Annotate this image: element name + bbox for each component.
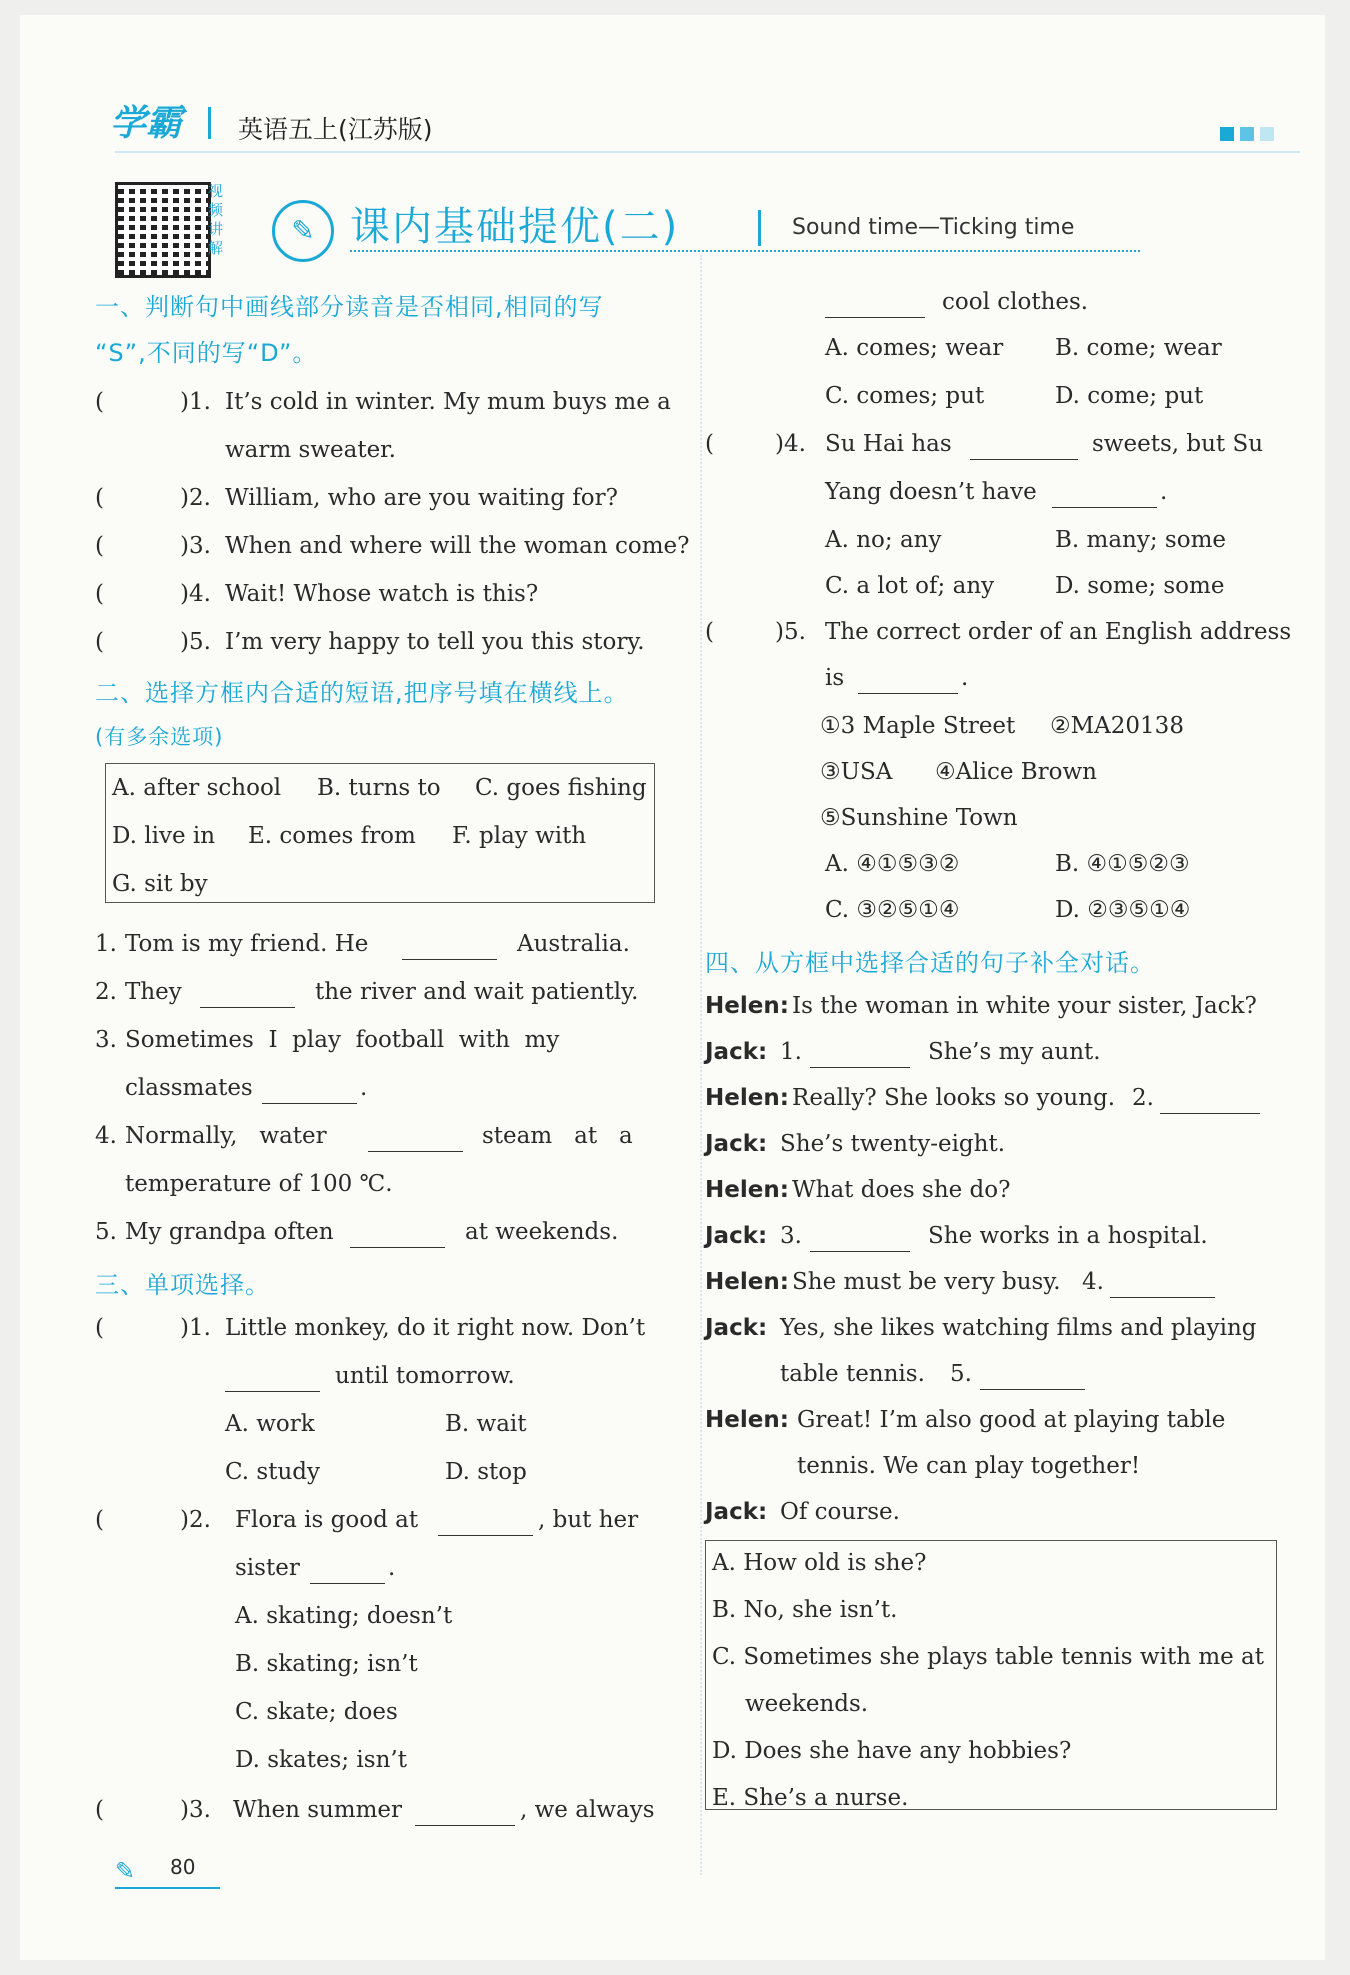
question-text: Little monkey, do it right now. Don’t (225, 1315, 646, 1341)
phrase-option: A. after school (112, 775, 282, 801)
answer-paren[interactable]: ( (95, 629, 104, 655)
answer-blank[interactable] (1110, 1275, 1215, 1298)
choice-option[interactable]: B. come; wear (1055, 335, 1222, 361)
answer-paren[interactable]: ( (95, 1315, 104, 1341)
question-text: Yang doesn’t have (825, 479, 1037, 505)
answer-paren[interactable]: ( (95, 389, 104, 415)
choice-option[interactable]: C. a lot of; any (825, 573, 995, 599)
answer-blank[interactable] (310, 1561, 385, 1584)
answer-blank[interactable] (262, 1081, 357, 1104)
speaker-label: Helen: (705, 1407, 789, 1433)
address-part: ②MA20138 (1050, 713, 1184, 739)
sentence-option: E. She’s a nurse. (712, 1785, 909, 1811)
choice-option[interactable]: D. some; some (1055, 573, 1225, 599)
question-number: 5. (95, 1219, 117, 1245)
answer-paren[interactable]: ( (95, 485, 104, 511)
header-rule (115, 151, 1300, 153)
blank-number: 1. (780, 1039, 802, 1065)
answer-blank[interactable] (415, 1803, 515, 1826)
question-text: My grandpa often (125, 1219, 334, 1245)
answer-blank[interactable] (402, 937, 497, 960)
answer-blank[interactable] (970, 437, 1078, 460)
answer-paren[interactable]: ( (705, 619, 714, 645)
answer-blank[interactable] (200, 985, 295, 1008)
book-title: 英语五上(江苏版) (238, 115, 433, 144)
pencil-note-icon: ✎ (272, 200, 334, 262)
phrase-option: B. turns to (317, 775, 441, 801)
question-number: 3. (95, 1027, 117, 1053)
question-number: 1. (95, 931, 117, 957)
address-part: ③USA (820, 759, 893, 785)
speaker-label: Jack: (705, 1315, 768, 1341)
qr-caption: 视频讲解 (208, 182, 224, 257)
phrase-option: E. comes from (248, 823, 416, 849)
question-text: the river and wait patiently. (315, 979, 639, 1005)
dialogue-line: Yes, she likes watching films and playing (780, 1315, 1257, 1341)
question-text: , we always (520, 1797, 655, 1823)
question-text: The correct order of an English address (825, 619, 1292, 645)
worksheet-page (20, 15, 1325, 1960)
dialogue-line: She must be very busy. (792, 1269, 1061, 1295)
question-text: warm sweater. (225, 437, 396, 463)
choice-option[interactable]: B. many; some (1055, 527, 1226, 553)
phrase-option: G. sit by (112, 871, 208, 897)
speaker-label: Helen: (705, 1177, 789, 1203)
speaker-label: Jack: (705, 1499, 768, 1525)
question-text: When and where will the woman come? (225, 533, 690, 559)
address-part: ①3 Maple Street (820, 713, 1016, 739)
answer-blank[interactable] (350, 1225, 445, 1248)
choice-option[interactable]: C. ③②⑤①④ (825, 897, 960, 923)
question-number: )5. (775, 619, 806, 645)
question-text: Normally, water (125, 1123, 327, 1149)
dialogue-line: table tennis. (780, 1361, 925, 1387)
choice-option[interactable]: B. wait (445, 1411, 527, 1437)
blank-number: 5. (950, 1361, 972, 1387)
part2-heading: 二、选择方框内合适的短语,把序号填在横线上。 (95, 679, 629, 707)
question-number: )5. (180, 629, 211, 655)
address-part: ⑤Sunshine Town (820, 805, 1018, 831)
choice-option[interactable]: D. ②③⑤①④ (1055, 897, 1191, 923)
question-text: cool clothes. (942, 289, 1089, 315)
question-number: )1. (180, 1315, 211, 1341)
sentence-option: C. Sometimes she plays table tennis with me at (712, 1644, 1264, 1670)
section-divider (758, 210, 761, 246)
question-text: It’s cold in winter. My mum buys me a (225, 389, 671, 415)
part1-heading-2: “S”,不同的写“D”。 (95, 339, 318, 367)
dialogue-line: She’s twenty-eight. (780, 1131, 1006, 1157)
answer-paren[interactable]: ( (95, 1797, 104, 1823)
question-number: 2. (95, 979, 117, 1005)
section-subtitle: Sound time—Ticking time (792, 215, 1075, 240)
header-square-icon (1220, 127, 1234, 141)
question-text: Sometimes I play football with my (125, 1027, 560, 1053)
dialogue-line: Is the woman in white your sister, Jack? (792, 993, 1257, 1019)
dialogue-line: What does she do? (792, 1177, 1011, 1203)
dialogue-line: tennis. We can play together! (797, 1453, 1141, 1479)
question-number: )3. (180, 1797, 211, 1823)
dialogue-line: Really? She looks so young. (792, 1085, 1116, 1111)
question-text: sister (235, 1555, 300, 1581)
question-text: They (125, 979, 182, 1005)
question-text: I’m very happy to tell you this story. (225, 629, 645, 655)
dialogue-line: She works in a hospital. (928, 1223, 1208, 1249)
qr-code[interactable] (115, 182, 211, 278)
answer-blank[interactable] (858, 671, 958, 694)
answer-blank[interactable] (225, 1369, 320, 1392)
part1-heading: 一、判断句中画线部分读音是否相同,相同的写 (95, 293, 604, 321)
question-number: )4. (180, 581, 211, 607)
choice-option[interactable]: C. comes; put (825, 383, 985, 409)
question-number: )2. (180, 1507, 211, 1533)
choice-option[interactable]: A. work (225, 1411, 315, 1437)
question-text: William, who are you waiting for? (225, 485, 618, 511)
question-number: )3. (180, 533, 211, 559)
sentence-option: B. No, she isn’t. (712, 1597, 898, 1623)
speaker-label: Helen: (705, 993, 789, 1019)
dialogue-line: Great! I’m also good at playing table (797, 1407, 1226, 1433)
page-number: 80 (170, 1855, 196, 1879)
sentence-option: A. How old is she? (712, 1550, 927, 1576)
choice-option[interactable]: A. skating; doesn’t (235, 1603, 453, 1629)
header-square-icon (1240, 127, 1254, 141)
answer-blank[interactable] (368, 1129, 463, 1152)
question-text: . (388, 1555, 396, 1581)
answer-blank[interactable] (810, 1229, 910, 1252)
speaker-label: Helen: (705, 1085, 789, 1111)
blank-number: 4. (1082, 1269, 1104, 1295)
part2-note: (有多余选项) (95, 725, 224, 749)
answer-paren[interactable]: ( (95, 1507, 104, 1533)
question-text: Australia. (517, 931, 630, 957)
question-text: . (360, 1075, 368, 1101)
part4-heading: 四、从方框中选择合适的句子补全对话。 (705, 949, 1155, 977)
question-text: Wait! Whose watch is this? (225, 581, 539, 607)
answer-blank[interactable] (1052, 485, 1157, 508)
phrase-option: F. play with (452, 823, 587, 849)
question-text: Flora is good at (235, 1507, 419, 1533)
speaker-label: Jack: (705, 1131, 768, 1157)
answer-blank[interactable] (1160, 1091, 1260, 1114)
question-text: is (825, 665, 845, 691)
blank-number: 3. (780, 1223, 802, 1249)
sentence-option: D. Does she have any hobbies? (712, 1738, 1072, 1764)
choice-option[interactable]: A. ④①⑤③② (825, 851, 960, 877)
choice-option[interactable]: B. skating; isn’t (235, 1651, 418, 1677)
speaker-label: Jack: (705, 1039, 768, 1065)
answer-paren[interactable]: ( (95, 581, 104, 607)
brand-logo: 学霸 (110, 103, 183, 144)
question-number: )1. (180, 389, 211, 415)
answer-blank[interactable] (810, 1045, 910, 1068)
pencil-icon: ✎ (115, 1857, 136, 1885)
blank-number: 2. (1132, 1085, 1154, 1111)
header-divider (208, 107, 211, 139)
choice-option[interactable]: B. ④①⑤②③ (1055, 851, 1190, 877)
answer-blank[interactable] (980, 1367, 1085, 1390)
question-text: classmates (125, 1075, 253, 1101)
question-text: until tomorrow. (335, 1363, 515, 1389)
answer-paren[interactable]: ( (705, 431, 714, 457)
question-text: at weekends. (465, 1219, 619, 1245)
section-dotted-rule (350, 250, 1140, 252)
sentence-option: weekends. (745, 1691, 869, 1717)
section-title: 课内基础提优(二) (350, 204, 680, 250)
question-text: When summer (233, 1797, 403, 1823)
speaker-label: Helen: (705, 1269, 789, 1295)
choice-option[interactable]: A. comes; wear (825, 335, 1004, 361)
question-number: 4. (95, 1123, 117, 1149)
column-divider (700, 255, 702, 1875)
choice-option[interactable]: D. stop (445, 1459, 527, 1485)
question-number: )2. (180, 485, 211, 511)
choice-option[interactable]: A. no; any (825, 527, 942, 553)
answer-blank[interactable] (825, 295, 925, 318)
answer-paren[interactable]: ( (95, 533, 104, 559)
choice-option[interactable]: D. come; put (1055, 383, 1204, 409)
dialogue-line: She’s my aunt. (928, 1039, 1101, 1065)
address-part: ④Alice Brown (935, 759, 1097, 785)
choice-option[interactable]: D. skates; isn’t (235, 1747, 407, 1773)
question-text: Su Hai has (825, 431, 952, 457)
choice-option[interactable]: C. skate; does (235, 1699, 398, 1725)
header-square-icon (1260, 127, 1274, 141)
question-text: . (961, 665, 969, 691)
phrase-option: D. live in (112, 823, 216, 849)
question-number: )4. (775, 431, 806, 457)
question-text: steam at a (482, 1123, 633, 1149)
answer-blank[interactable] (438, 1513, 533, 1536)
speaker-label: Jack: (705, 1223, 768, 1249)
sentence-box (705, 1540, 1277, 1810)
question-text: Tom is my friend. He (125, 931, 369, 957)
question-text: sweets, but Su (1092, 431, 1264, 457)
phrase-option: C. goes fishing (475, 775, 647, 801)
question-text: . (1160, 479, 1168, 505)
footer-rule (115, 1887, 220, 1889)
choice-option[interactable]: C. study (225, 1459, 320, 1485)
dialogue-line: Of course. (780, 1499, 900, 1525)
question-text: , but her (538, 1507, 639, 1533)
question-text: temperature of 100 ℃. (125, 1171, 393, 1197)
part3-heading: 三、单项选择。 (95, 1271, 270, 1299)
